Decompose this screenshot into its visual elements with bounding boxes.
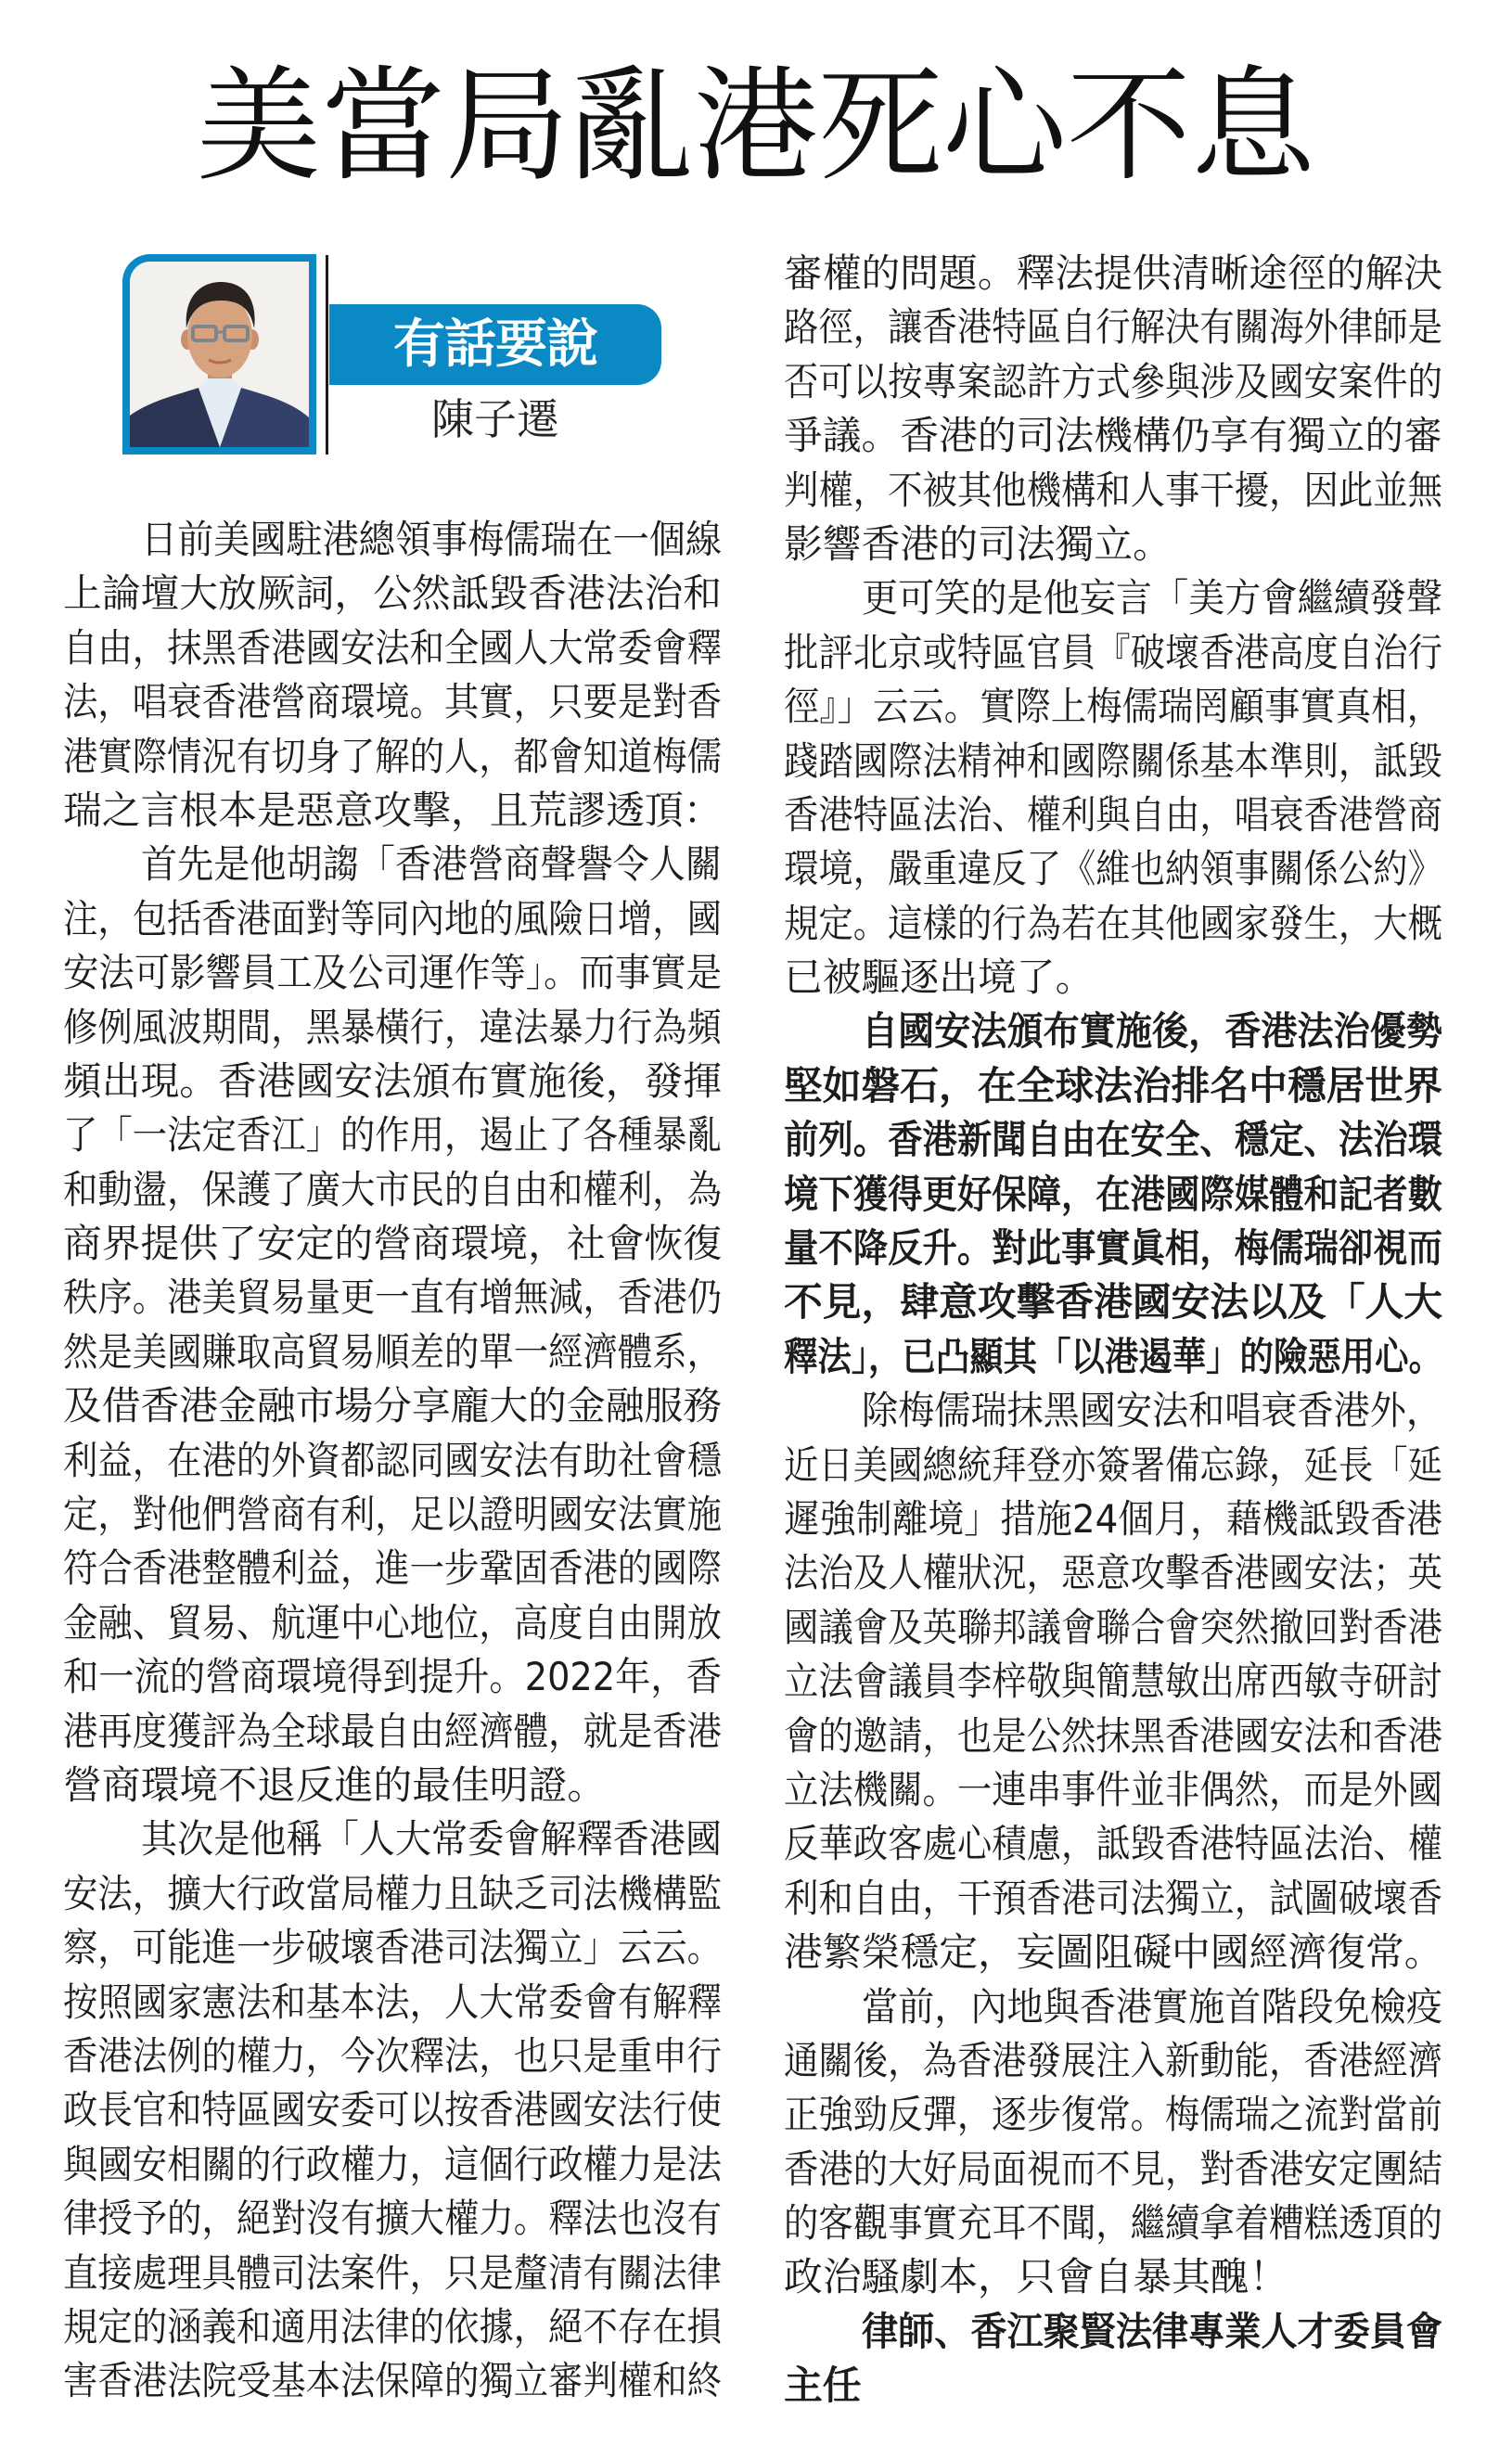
article-line: 影響香港的司法獨立。: [784, 520, 1172, 567]
article-line: 與國安相關的行政權力，這個行政權力是法: [63, 2141, 722, 2187]
author-name: 陳子遷: [431, 394, 559, 444]
article-line: 規定的涵義和適用法律的依據，絕不存在損: [63, 2303, 722, 2350]
article-line: 和一流的營商環境得到提升。2022年，香: [63, 1654, 722, 1700]
article-line: 安法可影響員工及公司運作等」。而事實是: [63, 950, 722, 996]
article-line: 察，可能進一步破壞香港司法獨立」云云。: [63, 1925, 722, 1971]
article-line: 其次是他稱「人大常委會解釋香港國: [141, 1816, 722, 1863]
article-line: 立法機關。一連串事件並非偶然，而是外國: [784, 1766, 1442, 1812]
article-line: 立法會議員李梓敬與簡慧敏出席西敏寺研討: [784, 1659, 1442, 1705]
article-line: 頻出現。香港國安法頒布實施後，發揮: [63, 1057, 722, 1104]
article-line: 自由，抹黑香港國安法和全國人大常委會釋: [63, 624, 722, 671]
author-portrait-icon: [130, 262, 309, 447]
article-line: 害香港法院受基本法保障的獨立審判權和終: [63, 2358, 722, 2404]
article-line: 然是美國賺取高貿易順差的單一經濟體系，: [63, 1328, 722, 1375]
article-line: 商界提供了安定的營商環境，社會恢復: [63, 1221, 722, 1267]
article-line: 律授予的，絕對沒有擴大權力。釋法也沒有: [63, 2196, 722, 2242]
article-line: 香港的大好局面視而不見，對香港安定團結: [784, 2145, 1442, 2192]
author-title-line: 主任: [784, 2363, 862, 2409]
article-line: 和動盪，保護了廣大市民的自由和權利，為: [63, 1166, 722, 1212]
article-line: 徑』」云云。實際上梅儒瑞罔顧事實真相，: [784, 684, 1442, 730]
article-line: 反華政客處心積慮，詆毀香港特區法治、權: [784, 1821, 1442, 1867]
article-line: 修例風波期間，黑暴橫行，違法暴力行為頻: [63, 1004, 722, 1050]
article-line: 更可笑的是他妄言「美方會繼續發聲: [862, 575, 1442, 621]
article-line: 首先是他胡謅「香港營商聲譽令人關: [141, 841, 722, 888]
article-line: 了「一法定香江」的作用，遏止了各種暴亂: [63, 1112, 722, 1159]
article-line: 港實際情況有切身了解的人，都會知道梅儒: [63, 733, 722, 779]
article-line: 除梅儒瑞抹黑國安法和唱衰香港外，: [862, 1388, 1442, 1434]
article-line: 踐踏國際法精神和國際關係基本準則，詆毀: [784, 737, 1442, 784]
article-line: 正強勁反彈，逐步復常。梅儒瑞之流對當前: [784, 2092, 1442, 2138]
article-line: 法，唱衰香港營商環境。其實，只要是對香: [63, 679, 722, 725]
article-line: 定，對他們營商有利，足以證明國安法實施: [63, 1492, 722, 1538]
article-line: 金融、貿易、航運中心地位，高度自由開放: [63, 1599, 722, 1646]
article-line: 上論壇大放厥詞，公然詆毀香港法治和: [63, 570, 722, 617]
article-line: 遲強制離境」措施24個月，藉機詆毀香港: [784, 1495, 1442, 1542]
article-line-emphasis: 不見，肆意攻擊香港國安法以及「人大: [784, 1279, 1442, 1326]
article-line: 環境，嚴重違反了《維也納領事關係公約》: [784, 846, 1442, 892]
article-line-emphasis: 釋法」，已凸顯其「以港遏華」的險惡用心。: [784, 1333, 1442, 1379]
article-line: 近日美國總統拜登亦簽署備忘錄，延長「延: [784, 1441, 1442, 1488]
article-line: 日前美國駐港總領事梅儒瑞在一個線: [141, 517, 722, 562]
headline: 美當局亂港死心不息: [196, 54, 1315, 199]
article-line: 香港法例的權力，今次釋法，也只是重申行: [63, 2032, 722, 2079]
article-line: 香港特區法治、權利與自由，唱衰香港營商: [784, 791, 1442, 838]
article-line: 批評北京或特區官員『破壞香港高度自治行: [784, 629, 1442, 675]
article-line: 判權，不被其他機構和人事干擾，因此並無: [784, 467, 1442, 513]
article-line-emphasis: 前列。香港新聞自由在安全、穩定、法治環: [784, 1117, 1442, 1163]
column-banner: [329, 304, 661, 385]
article-line: 港繁榮穩定，妄圖阻礙中國經濟復常。: [784, 1929, 1443, 1976]
article-line-emphasis: 堅如磐石，在全球法治排名中穩居世界: [784, 1062, 1442, 1108]
article-line: 營商環境不退反進的最佳明證。: [63, 1761, 607, 1808]
article-line: 直接處理具體司法案件，只是釐清有關法律: [63, 2249, 722, 2296]
article-line-emphasis: 自國安法頒布實施後，香港法治優勢: [862, 1008, 1442, 1055]
column-label: 有話要說: [393, 314, 597, 375]
article-line: 注，包括香港面對等同內地的風險日增，國: [63, 895, 722, 941]
article-line: 及借香港金融市場分享龐大的金融服務: [63, 1383, 722, 1429]
article-line-emphasis: 境下獲得更好保障，在港國際媒體和記者數: [784, 1171, 1442, 1217]
article-line: 路徑，讓香港特區自行解決有關海外律師是: [784, 304, 1442, 351]
article-line: 否可以按專案認許方式參與涉及國安案件的: [784, 358, 1442, 404]
article-line: 會的邀請，也是公然抹黑香港國安法和香港: [784, 1712, 1442, 1759]
article-line: 秩序。港美貿易量更一直有增無減，香港仍: [63, 1274, 722, 1321]
article-line: 按照國家憲法和基本法，人大常委會有解釋: [63, 1979, 722, 2025]
article-line: 符合香港整體利益，進一步鞏固香港的國際: [63, 1545, 722, 1592]
article-line: 政治騷劇本，只會自暴其醜！: [784, 2254, 1288, 2300]
article-line: 的客觀事實充耳不聞，繼續拿着糟糕透頂的: [784, 2200, 1442, 2247]
article-line: 爭議。香港的司法機構仍享有獨立的審: [784, 413, 1442, 459]
article-line: 利益，在港的外資都認同國安法有助社會穩: [63, 1437, 722, 1483]
article-column-right: [784, 247, 1442, 2414]
article-line: 已被驅逐出境了。: [784, 954, 1095, 1001]
article-line: 通關後，為香港發展注入新動能，香港經濟: [784, 2037, 1442, 2083]
article-line: 規定。這樣的行為若在其他國家發生，大概: [784, 900, 1442, 946]
author-title-line: 律師、香江聚賢法律專業人才委員會: [862, 2308, 1442, 2354]
header-divider: [326, 255, 328, 455]
article-line: 港再度獲評為全球最自由經濟體，就是香港: [63, 1708, 722, 1754]
author-photo: [122, 254, 316, 455]
article-line: 國議會及英聯邦議會聯合會突然撤回對香港: [784, 1604, 1442, 1650]
article-line: 政長官和特區國安委可以按香港國安法行使: [63, 2087, 722, 2133]
article-line: 法治及人權狀況，惡意攻擊香港國安法；英: [784, 1550, 1442, 1596]
article-line: 利和自由，干預香港司法獨立，試圖破壞香: [784, 1875, 1442, 1921]
article-line: 審權的問題。釋法提供清晰途徑的解決: [784, 250, 1442, 296]
article-line-emphasis: 量不降反升。對此事實眞相，梅儒瑞卻視而: [784, 1225, 1442, 1272]
article-line: 當前，內地與香港實施首階段免檢疫: [862, 1983, 1442, 2030]
article-line: 安法，擴大行政當局權力且缺乏司法機構監: [63, 1870, 722, 1916]
article-line: 瑞之言根本是惡意攻擊，且荒謬透頂：: [63, 787, 723, 833]
article-column-left: [63, 513, 722, 2409]
